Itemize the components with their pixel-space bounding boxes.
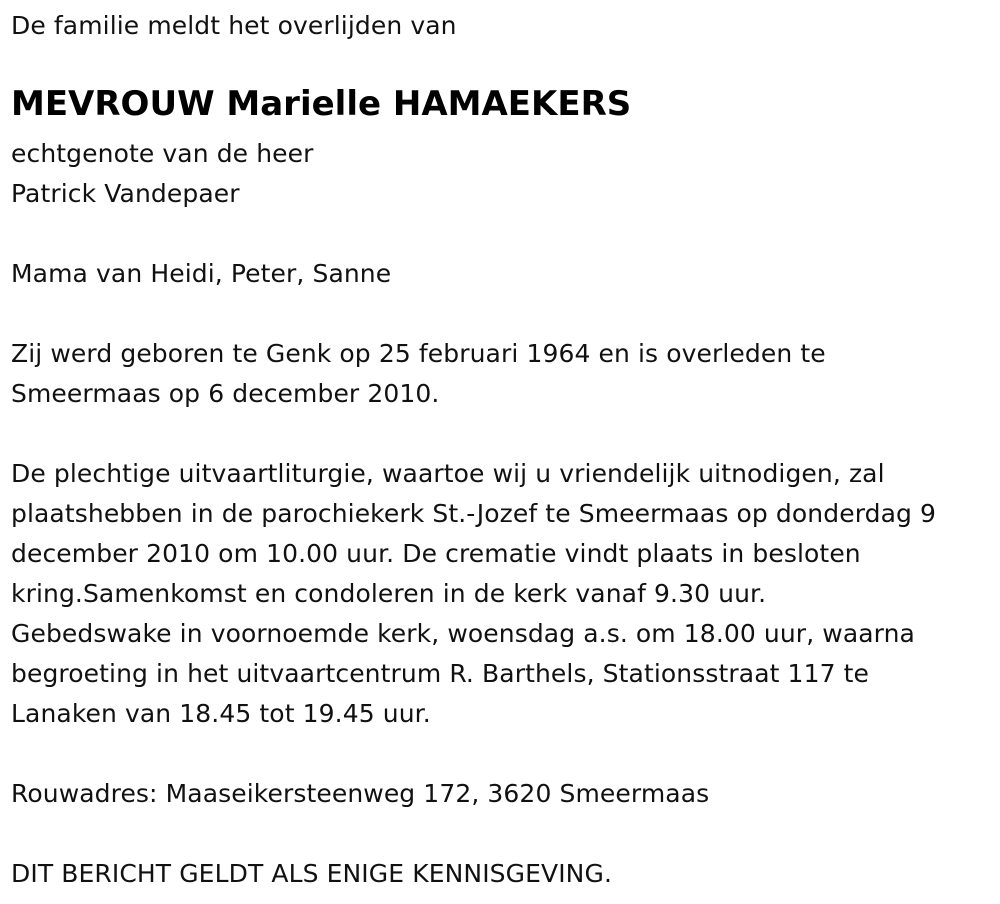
- birth-death-line: Smeermaas op 6 december 2010.: [11, 379, 440, 408]
- deceased-name: MEVROUW Marielle HAMAEKERS: [11, 84, 632, 124]
- funeral-line: De plechtige uitvaartliturgie, waartoe wij u vriendelijk uitnodigen, zal: [11, 459, 885, 488]
- birth-death-line: Zij werd geboren te Genk op 25 februari 1964 en is overleden te: [11, 339, 826, 368]
- spouse-line: Patrick Vandepaer: [11, 179, 240, 208]
- children-line: Mama van Heidi, Peter, Sanne: [11, 259, 392, 288]
- notice-block: [11, 854, 612, 894]
- funeral-line: Lanaken van 18.45 tot 19.45 uur.: [11, 699, 431, 728]
- funeral-line: Gebedswake in voornoemde kerk, woensdag a.s. om 18.00 uur, waarna: [11, 619, 915, 648]
- funeral-line: plaatshebben in de parochiekerk St.-Jozef te Smeermaas op donderdag 9: [11, 499, 937, 528]
- children-block: [11, 254, 391, 294]
- funeral-line: kring.Samenkomst en condoleren in de kerk vanaf 9.30 uur.: [11, 579, 767, 608]
- funeral-line: december 2010 om 10.00 uur. De crematie vindt plaats in besloten: [11, 539, 861, 568]
- address-block: [11, 774, 709, 814]
- mourning-address: Rouwadres: Maaseikersteenweg 172, 3620 Smeermaas: [11, 779, 710, 808]
- birth-death-block: [11, 334, 826, 414]
- spouse-line: echtgenote van de heer: [11, 139, 314, 168]
- intro-text: De familie meldt het overlijden van: [11, 11, 457, 40]
- official-notice: DIT BERICHT GELDT ALS ENIGE KENNISGEVING.: [11, 859, 612, 888]
- funeral-line: begroeting in het uitvaartcentrum R. Barthels, Stationsstraat 117 te: [11, 659, 870, 688]
- spouse-block: [11, 134, 313, 214]
- funeral-block: [11, 454, 936, 734]
